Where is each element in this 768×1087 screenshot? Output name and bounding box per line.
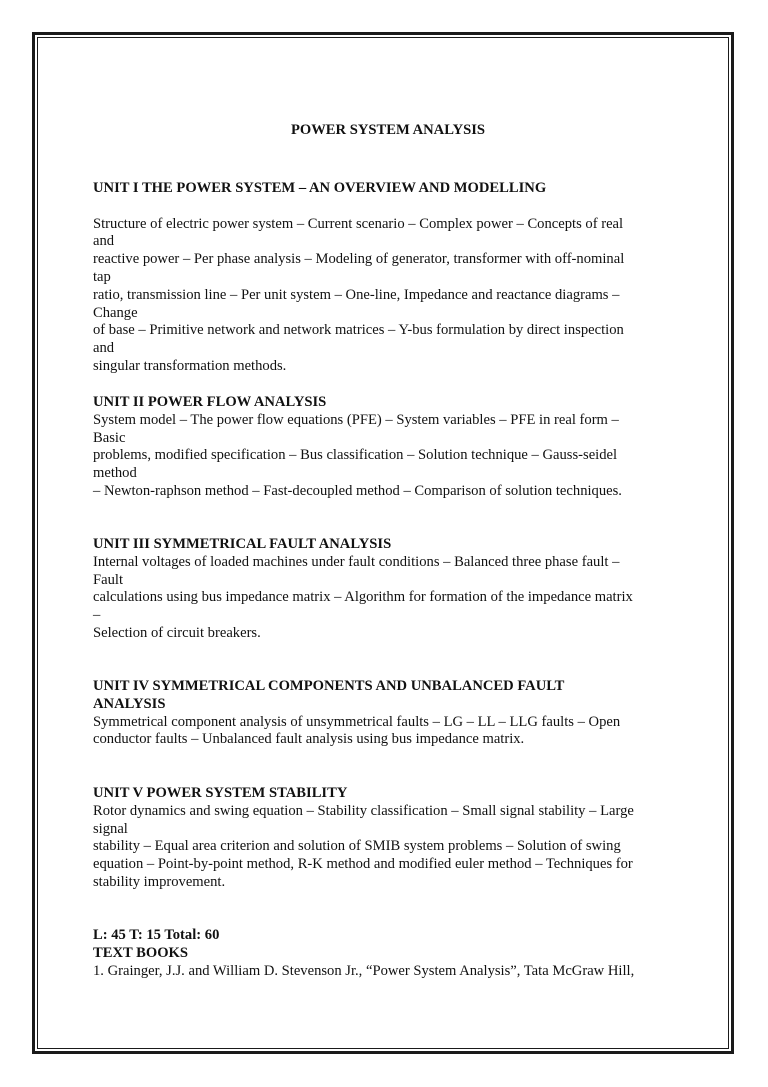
hours-and-textbooks [93, 927, 683, 980]
unit-2-body [93, 412, 683, 501]
unit-1-line: and [93, 340, 115, 357]
unit-4-body [93, 714, 683, 750]
unit-2-line: System model – The power flow equations (PFE) – System variables – PFE in real form – [93, 411, 619, 428]
unit-2-line: problems, modified specification – Bus classification – Solution technique – Gauss-seidel [93, 447, 618, 464]
unit-3-line: – [93, 607, 101, 624]
unit-1-line: ratio, transmission line – Per unit system – One-line, Impedance and reactance diagrams – [93, 286, 620, 303]
unit-2-line: method [93, 465, 137, 482]
unit-4-line: conductor faults – Unbalanced fault analysis using bus impedance matrix. [93, 731, 525, 748]
unit-2-line: Basic [93, 429, 126, 446]
hours-summary: L: 45 T: 15 Total: 60 [93, 927, 220, 943]
unit-3-line: Fault [93, 571, 123, 588]
unit-5-section [93, 785, 683, 892]
unit-5-heading: UNIT V POWER SYSTEM STABILITY [93, 785, 348, 801]
document-title: POWER SYSTEM ANALYSIS [290, 122, 486, 138]
unit-1-line: singular transformation methods. [93, 357, 287, 374]
unit-4-section [93, 678, 683, 749]
unit-1-line: tap [93, 268, 111, 285]
unit-2-heading: UNIT II POWER FLOW ANALYSIS [93, 394, 327, 410]
unit-1-line: reactive power – Per phase analysis – Modeling of generator, transformer with off-nominal [93, 251, 625, 268]
unit-1-line: of base – Primitive network and network matrices – Y-bus formulation by direct inspection [93, 322, 624, 339]
unit-2-line: – Newton-raphson method – Fast-decoupled method – Comparison of solution techniques. [93, 482, 622, 499]
unit-5-line: stability improvement. [93, 873, 226, 890]
unit-5-body [93, 803, 683, 892]
unit-3-line: Internal voltages of loaded machines under fault conditions – Balanced three phase fault – [93, 553, 620, 570]
unit-3-line: Selection of circuit breakers. [93, 624, 261, 641]
unit-3-section [93, 536, 683, 643]
unit-2-section [93, 394, 683, 501]
unit-1-body [93, 216, 683, 376]
unit-1-line: Structure of electric power system – Current scenario – Complex power – Concepts of real [93, 215, 624, 232]
textbook-entry: 1. Grainger, J.J. and William D. Stevenson Jr., “Power System Analysis”, Tata McGraw Hill, [93, 962, 635, 979]
unit-3-heading: UNIT III SYMMETRICAL FAULT ANALYSIS [93, 536, 392, 552]
unit-3-line: calculations using bus impedance matrix – Algorithm for formation of the impedance matrix [93, 589, 633, 606]
unit-4-line: Symmetrical component analysis of unsymmetrical faults – LG – LL – LLG faults – Open [93, 713, 621, 730]
unit-1-section [93, 180, 683, 376]
unit-3-body [93, 554, 683, 643]
textbooks-list [93, 963, 683, 981]
unit-4-heading-line: ANALYSIS [93, 695, 166, 712]
unit-1-line: and [93, 233, 115, 250]
textbooks-heading: TEXT BOOKS [93, 944, 189, 961]
unit-4-heading-line: UNIT IV SYMMETRICAL COMPONENTS AND UNBALANCED FAULT [93, 678, 565, 694]
unit-5-line: equation – Point-by-point method, R-K method and modified euler method – Techniques for [93, 856, 633, 873]
unit-1-heading: UNIT I THE POWER SYSTEM – AN OVERVIEW AND MODELLING [93, 180, 547, 196]
unit-4-heading [93, 678, 683, 714]
unit-5-line: Rotor dynamics and swing equation – Stability classification – Small signal stability – Large [93, 802, 634, 819]
unit-5-line: signal [93, 820, 128, 837]
unit-5-line: stability – Equal area criterion and solution of SMIB system problems – Solution of swing [93, 838, 621, 855]
unit-1-line: Change [93, 304, 138, 321]
